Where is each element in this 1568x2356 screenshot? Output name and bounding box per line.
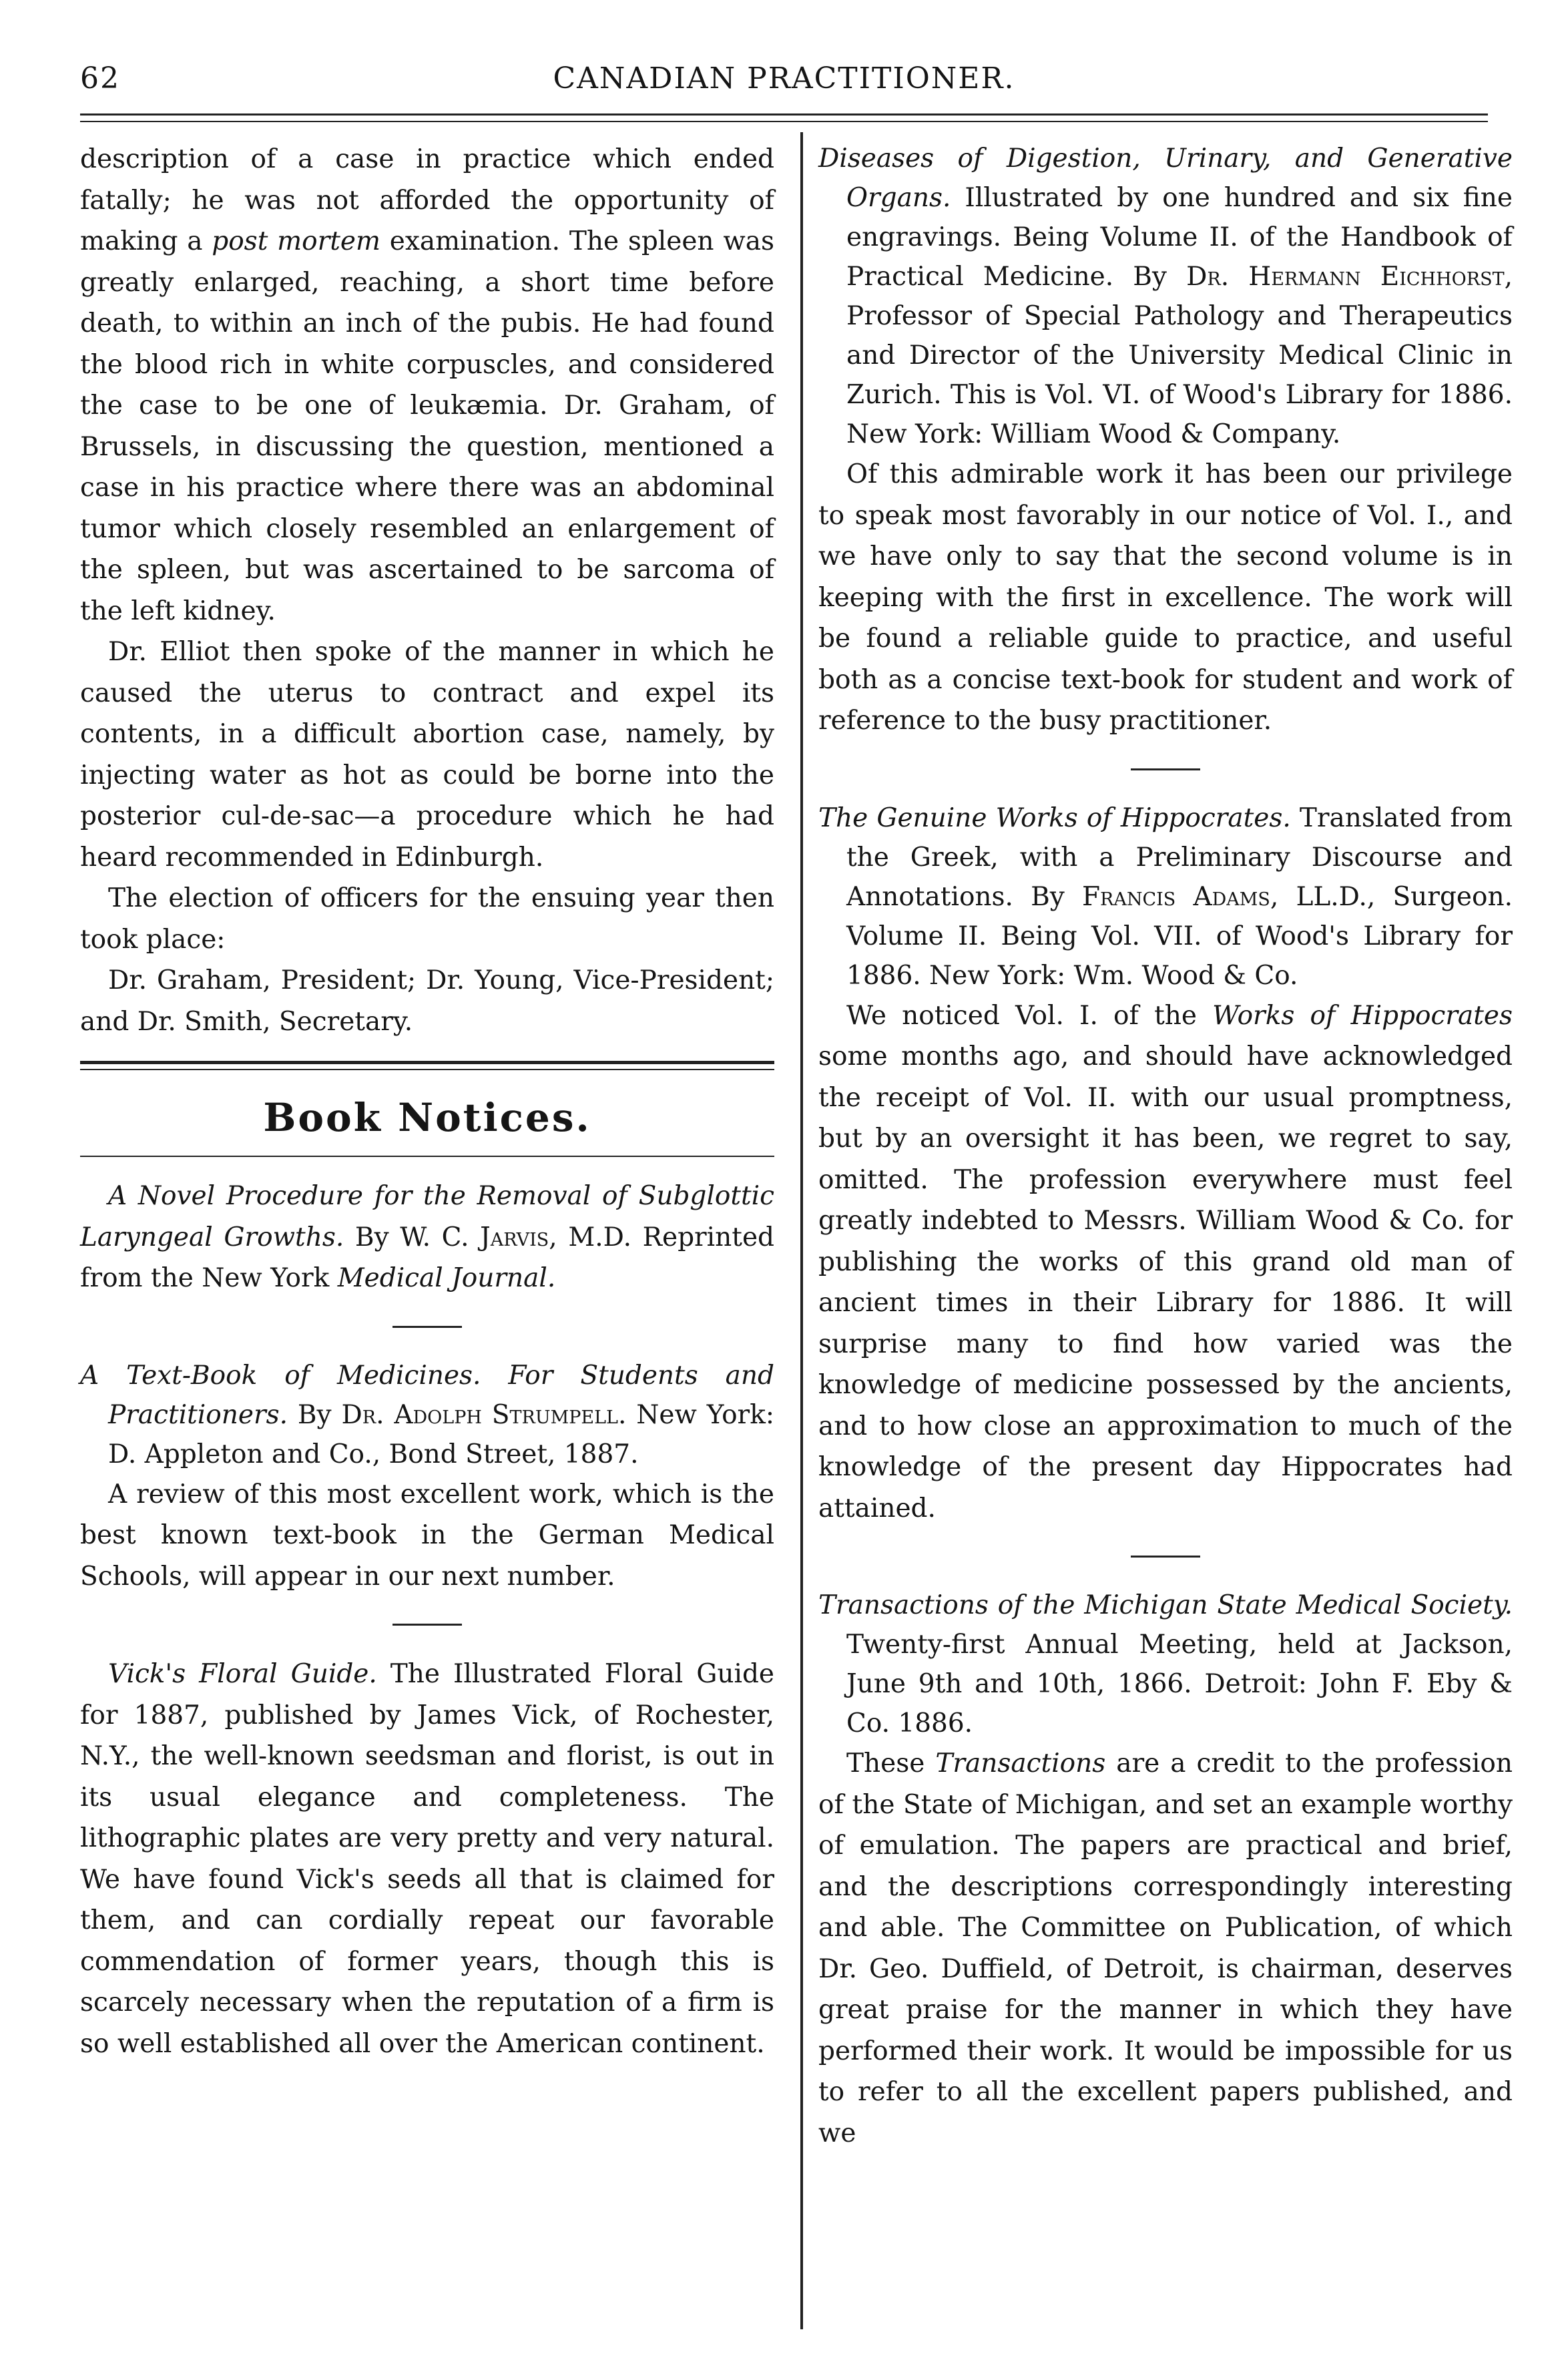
book-notice: Vick's Floral Guide. The Illustrated Floral Guide for 1887, published by James Vick, of Rochester, N.Y., the well-known seedsman and florist, is out in its usual elegance and completeness. The lithographic plates are very pretty and very natural. We have found Vick's seeds all that is claimed for them, and can cordially repeat our favorable commendation of former years, though this is scarcely necessary when the reputation of a firm is so well established all over the American continent. bbox=[80, 1659, 774, 2059]
section-rule bbox=[80, 1061, 774, 1064]
header-rule bbox=[80, 113, 1488, 115]
right-column bbox=[818, 139, 1513, 2154]
book-notice-heading: The Genuine Works of Hippocrates. Translated from the Greek, with a Preliminary Discourse and Annotations. By Francis Adams, LL.D., Surgeon. Volume II. Being Vol. VII. of Wood's Library for 1886. New York: Wm. Wood & Co. bbox=[818, 802, 1513, 991]
book-notice-body: Of this admirable work it has been our privilege to speak most favorably in our notice of Vol. I., and we have only to say that the second volume is in keeping with the first in excellence. The work will be found a reliable guide to practice, and useful both as a concise text-book for student and work of reference to the busy practitioner. bbox=[818, 459, 1513, 736]
page-number: 62 bbox=[80, 61, 120, 95]
book-notice-body: We noticed Vol. I. of the Works of Hippocrates some months ago, and should have acknowledged the receipt of Vol. II. with our usual promptness, but by an oversight it has been, we regret to say, omitted. The profession everywhere must feel greatly indebted to Messrs. William Wood & Co. for publishing the works of this grand old man of ancient times in their Library for 1886. It will surprise many to find how varied was the knowledge of medicine possessed by the ancients, and to how close an approximation to much of the knowledge of the present day Hippocrates had attained. bbox=[818, 1000, 1513, 1523]
book-notice-heading: Transactions of the Michigan State Medical Society. Twenty-first Annual Meeting, held at Jackson, June 9th and 10th, 1866. Detroit: John F. Eby & Co. 1886. bbox=[818, 1590, 1513, 1738]
column-divider bbox=[800, 132, 803, 2329]
notice-separator bbox=[393, 1326, 462, 1328]
left-column bbox=[80, 139, 774, 2064]
paragraph: The election of officers for the ensuing year then took place: bbox=[80, 883, 774, 955]
paragraph: description of a case in practice which ended fatally; he was not afforded the opportunity of making a post mortem examination. The spleen was greatly enlarged, reaching, a short time before death, to within an inch of the pubis. He had found the blood rich in white corpuscles, and considered the case to be one of leukæmia. Dr. Graham, of Brussels, in discussing the question, mentioned a case in his practice where there was an abdominal tumor which closely resembled an enlargement of the spleen, but was ascertained to be sarcoma of the left kidney. bbox=[80, 144, 774, 626]
book-notice-heading: A Text-Book of Medicines. For Students and Practitioners. By Dr. Adolph Strumpell. New York: D. Appleton and Co., Bond Street, 1887. bbox=[80, 1360, 774, 1469]
notice-separator bbox=[393, 1624, 462, 1626]
notice-separator bbox=[1131, 768, 1200, 770]
paragraph: Dr. Graham, President; Dr. Young, Vice-President; and Dr. Smith, Secretary. bbox=[80, 965, 774, 1037]
book-notice-body: A review of this most excellent work, which is the best known text-book in the German Medical Schools, will appear in our next number. bbox=[80, 1479, 774, 1592]
section-heading: Book Notices. bbox=[263, 1095, 591, 1140]
header-rule-thin bbox=[80, 121, 1488, 122]
running-head bbox=[80, 61, 1488, 108]
book-notice: A Novel Procedure for the Removal of Subglottic Laryngeal Growths. By W. C. Jarvis, M.D. Reprinted from the New York Medical Journal. bbox=[80, 1181, 774, 1293]
notice-separator bbox=[1131, 1556, 1200, 1558]
running-title: CANADIAN PRACTITIONER. bbox=[553, 61, 1015, 95]
book-notice-heading: Diseases of Digestion, Urinary, and Generative Organs. Illustrated by one hundred and six fine engravings. Being Volume II. of the Handbook of Practical Medicine. By Dr. Hermann Eichhorst, Professor of Special Pathology and Therapeutics and Director of the University Medical Clinic in Zurich. This is Vol. VI. of Wood's Library for 1886. New York: William Wood & Company. bbox=[818, 144, 1513, 449]
book-notice-body: These Transactions are a credit to the profession of the State of Michigan, and set an example worthy of emulation. The papers are practical and brief, and the descriptions correspondingly interesting and able. The Committee on Publication, of which Dr. Geo. Duffield, of Detroit, is chairman, deserves great praise for the manner in which they have performed their work. It would be impossible for us to refer to all the excellent papers published, and we bbox=[818, 1748, 1513, 2148]
paragraph: Dr. Elliot then spoke of the manner in which he caused the uterus to contract and expel its contents, in a difficult abortion case, namely, by injecting water as hot as could be borne into the posterior cul-de-sac—a procedure which he had heard recommended in Edinburgh. bbox=[80, 637, 774, 873]
section-underline bbox=[80, 1156, 774, 1157]
section-rule-thin bbox=[80, 1069, 774, 1070]
